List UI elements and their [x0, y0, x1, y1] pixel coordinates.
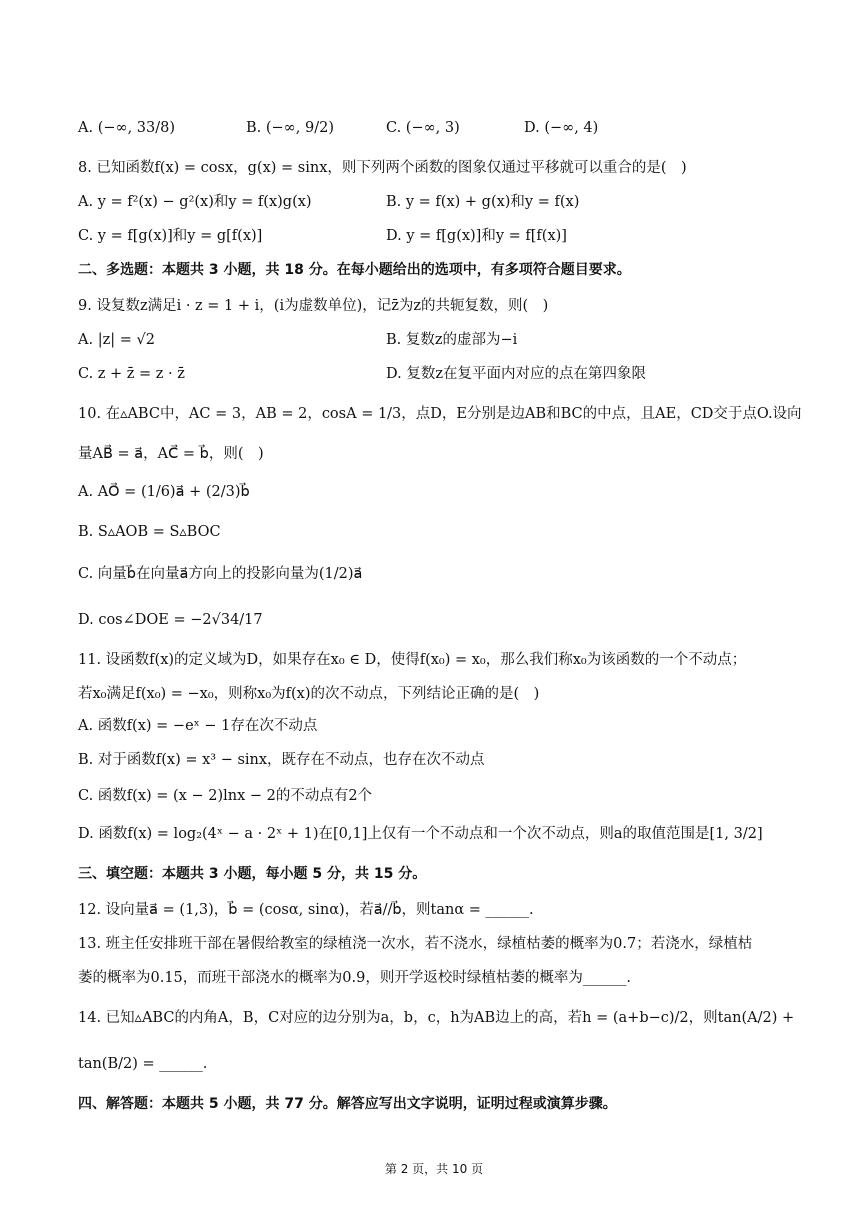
q8-stem: 8. 已知函数f(x) = cosx，g(x) = sinx，则下列两个函数的图象仅通过平移就可以重合的是( ): [78, 160, 687, 176]
section-heading-solutions: 四、解答题：本题共 5 小题，共 77 分。解答应写出文字说明，证明过程或演算步骤。: [78, 1096, 617, 1112]
q11-option-c: C. 函数f(x) = (x − 2)lnx − 2的不动点有2个: [78, 788, 373, 804]
q9-stem: 9. 设复数z满足i · z = 1 + i，(i为虚数单位)，记z̄为z的共轭复数，则( ): [78, 298, 549, 314]
q10-option-d: D. cos∠DOE = −2√34/17: [78, 612, 263, 628]
q9-option-d: D. 复数z在复平面内对应的点在第四象限: [386, 366, 646, 382]
q7-option-d: D. (−∞, 4): [524, 120, 599, 136]
q13-line2: 萎的概率为0.15，而班干部浇水的概率为0.9，则开学返校时绿植枯萎的概率为______.: [78, 970, 631, 986]
q10-stem-line1: 10. 在▵ABC中，AC = 3，AB = 2，cosA = 1/3，点D，E分别是边AB和BC的中点，且AE，CD交于点O.设向: [78, 406, 802, 422]
q9-option-b: B. 复数z的虚部为−i: [386, 332, 518, 348]
q8-option-a: A. y = f²(x) − g²(x)和y = f(x)g(x): [78, 194, 312, 210]
q8-option-d: D. y = f[g(x)]和y = f[f(x)]: [386, 228, 567, 244]
q8-option-c: C. y = f[g(x)]和y = g[f(x)]: [78, 228, 263, 244]
q11-stem-line2: 若x₀满足f(x₀) = −x₀，则称x₀为f(x)的次不动点，下列结论正确的是( ): [78, 686, 540, 702]
q9-option-a: A. |z| = √2: [78, 332, 155, 348]
q14-line1: 14. 已知▵ABC的内角A，B，C对应的边分别为a，b，c，h为AB边上的高，若h = (a+b−c)/2，则tan(A/2) +: [78, 1010, 795, 1026]
q14-line2: tan(B/2) = ______.: [78, 1056, 208, 1072]
q10-option-b: B. S▵AOB = S▵BOC: [78, 524, 221, 540]
section-heading-multiple-choice: 二、多选题：本题共 3 小题，共 18 分。在每小题给出的选项中，有多项符合题目要求。: [78, 262, 631, 278]
page-footer: 第 2 页，共 10 页: [384, 1162, 484, 1176]
q11-option-a: A. 函数f(x) = −eˣ − 1存在次不动点: [78, 718, 318, 734]
question-12: 12. 设向量a⃗ = (1,3)，b⃗ = (cosα, sinα)，若a⃗//b⃗，则tanα = ______.: [78, 902, 534, 918]
q13-line1: 13. 班主任安排班干部在暑假给教室的绿植浇一次水，若不浇水，绿植枯萎的概率为0.7；若浇水，绿植枯: [78, 936, 753, 952]
q8-option-b: B. y = f(x) + g(x)和y = f(x): [386, 194, 580, 210]
q7-option-a: A. (−∞, 33/8): [78, 120, 176, 136]
q9-option-c: C. z + z̄ = z · z̄: [78, 366, 185, 382]
section-heading-fill-in: 三、填空题：本题共 3 小题，每小题 5 分，共 15 分。: [78, 866, 427, 882]
q7-option-c: C. (−∞, 3): [386, 120, 460, 136]
q10-option-a: A. AO⃗ = (1/6)a⃗ + (2/3)b⃗: [78, 484, 250, 500]
q11-option-b: B. 对于函数f(x) = x³ − sinx，既存在不动点，也存在次不动点: [78, 752, 485, 768]
q11-stem-line1: 11. 设函数f(x)的定义域为D，如果存在x₀ ∈ D，使得f(x₀) = x₀，那么我们称x₀为该函数的一个不动点；: [78, 652, 747, 668]
q7-option-b: B. (−∞, 9/2): [246, 120, 334, 136]
q11-option-d: D. 函数f(x) = log₂(4ˣ − a · 2ˣ + 1)在[0,1]上仅有一个不动点和一个次不动点，则a的取值范围是[1, 3/2]: [78, 826, 763, 842]
q10-stem-line2: 量AB⃗ = a⃗，AC⃗ = b⃗，则( ): [78, 446, 264, 462]
q10-option-c: C. 向量b⃗在向量a⃗方向上的投影向量为(1/2)a⃗: [78, 566, 363, 582]
